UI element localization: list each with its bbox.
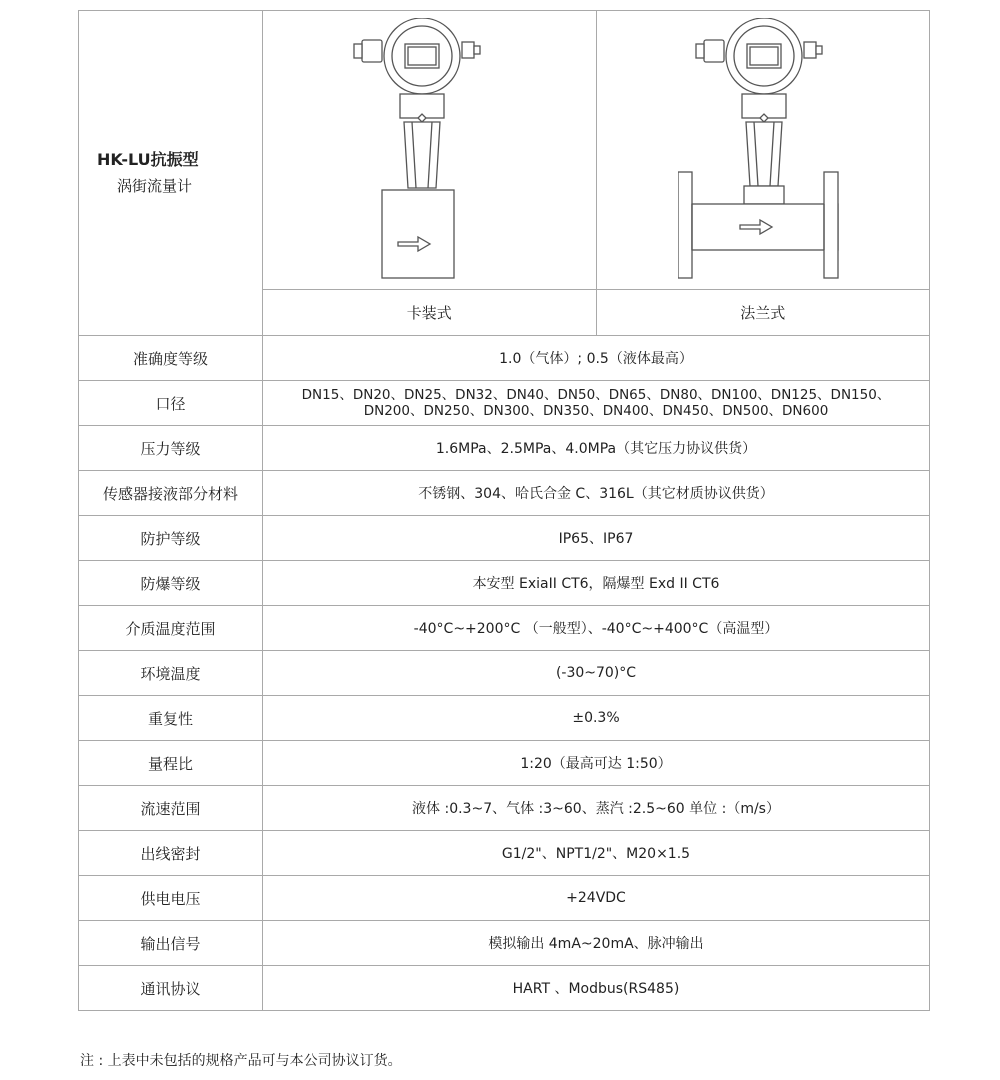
spec-value: G1/2"、NPT1/2"、M20×1.5 bbox=[263, 831, 930, 876]
spec-label: 量程比 bbox=[79, 741, 263, 786]
spec-label: 环境温度 bbox=[79, 651, 263, 696]
clamp-type-flowmeter-image bbox=[344, 18, 514, 282]
flange-type-flowmeter-image bbox=[678, 18, 848, 282]
spec-value: +24VDC bbox=[263, 876, 930, 921]
size-list-line1: DN15、DN20、DN25、DN32、DN40、DN50、DN65、DN80、DN100、DN125、DN150、 bbox=[301, 387, 891, 403]
spec-label: 传感器接液部分材料 bbox=[79, 471, 263, 516]
spec-value: 1:20（最高可达 1:50） bbox=[263, 741, 930, 786]
spec-label: 通讯协议 bbox=[79, 966, 263, 1011]
spec-value: 1.0（气体）; 0.5（液体最高） bbox=[263, 336, 930, 381]
spec-label: 重复性 bbox=[79, 696, 263, 741]
spec-row bbox=[79, 471, 930, 516]
spec-row bbox=[79, 516, 930, 561]
flange-type-image-cell bbox=[596, 11, 930, 290]
spec-label: 供电电压 bbox=[79, 876, 263, 921]
spec-row bbox=[79, 921, 930, 966]
spec-table bbox=[78, 10, 930, 1011]
spec-row bbox=[79, 381, 930, 426]
spec-value: 模拟输出 4mA~20mA、脉冲输出 bbox=[263, 921, 930, 966]
clamp-type-image-cell bbox=[263, 11, 597, 290]
spec-label: 输出信号 bbox=[79, 921, 263, 966]
spec-row bbox=[79, 606, 930, 651]
product-name-cell bbox=[79, 11, 263, 336]
spec-row bbox=[79, 831, 930, 876]
spec-label: 介质温度范围 bbox=[79, 606, 263, 651]
product-model: HK-LU抗振型 bbox=[97, 150, 199, 169]
product-type: 涡街流量计 bbox=[117, 177, 193, 195]
spec-value: 1.6MPa、2.5MPa、4.0MPa（其它压力协议供货） bbox=[263, 426, 930, 471]
spec-label: 防爆等级 bbox=[79, 561, 263, 606]
spec-label: 流速范围 bbox=[79, 786, 263, 831]
spec-row bbox=[79, 696, 930, 741]
spec-label: 准确度等级 bbox=[79, 336, 263, 381]
spec-row bbox=[79, 966, 930, 1011]
spec-value: 不锈钢、304、哈氏合金 C、316L（其它材质协议供货） bbox=[263, 471, 930, 516]
spec-value: (-30~70)°C bbox=[263, 651, 930, 696]
spec-value: ±0.3% bbox=[263, 696, 930, 741]
spec-value: HART 、Modbus(RS485) bbox=[263, 966, 930, 1011]
spec-value: 液体 :0.3~7、气体 :3~60、蒸汽 :2.5~60 单位 :（m/s） bbox=[263, 786, 930, 831]
spec-label: 口径 bbox=[79, 381, 263, 426]
spec-row bbox=[79, 741, 930, 786]
spec-row bbox=[79, 651, 930, 696]
footnote: 注 : 上表中未包括的规格产品可与本公司协议订货。 bbox=[80, 1053, 402, 1069]
spec-row bbox=[79, 876, 930, 921]
type-flange-label: 法兰式 bbox=[596, 290, 930, 336]
spec-value bbox=[263, 381, 930, 426]
spec-value: IP65、IP67 bbox=[263, 516, 930, 561]
spec-label: 压力等级 bbox=[79, 426, 263, 471]
spec-label: 防护等级 bbox=[79, 516, 263, 561]
spec-value: -40°C~+200°C （一般型）、-40°C~+400°C（高温型） bbox=[263, 606, 930, 651]
spec-row bbox=[79, 426, 930, 471]
spec-label: 出线密封 bbox=[79, 831, 263, 876]
spec-value: 本安型 ExiaII CT6，隔爆型 Exd II CT6 bbox=[263, 561, 930, 606]
size-list-line2: DN200、DN250、DN300、DN350、DN400、DN450、DN500、DN600 bbox=[363, 403, 829, 419]
spec-row bbox=[79, 786, 930, 831]
type-clamp-label: 卡装式 bbox=[263, 290, 597, 336]
spec-row bbox=[79, 561, 930, 606]
spec-row bbox=[79, 336, 930, 381]
